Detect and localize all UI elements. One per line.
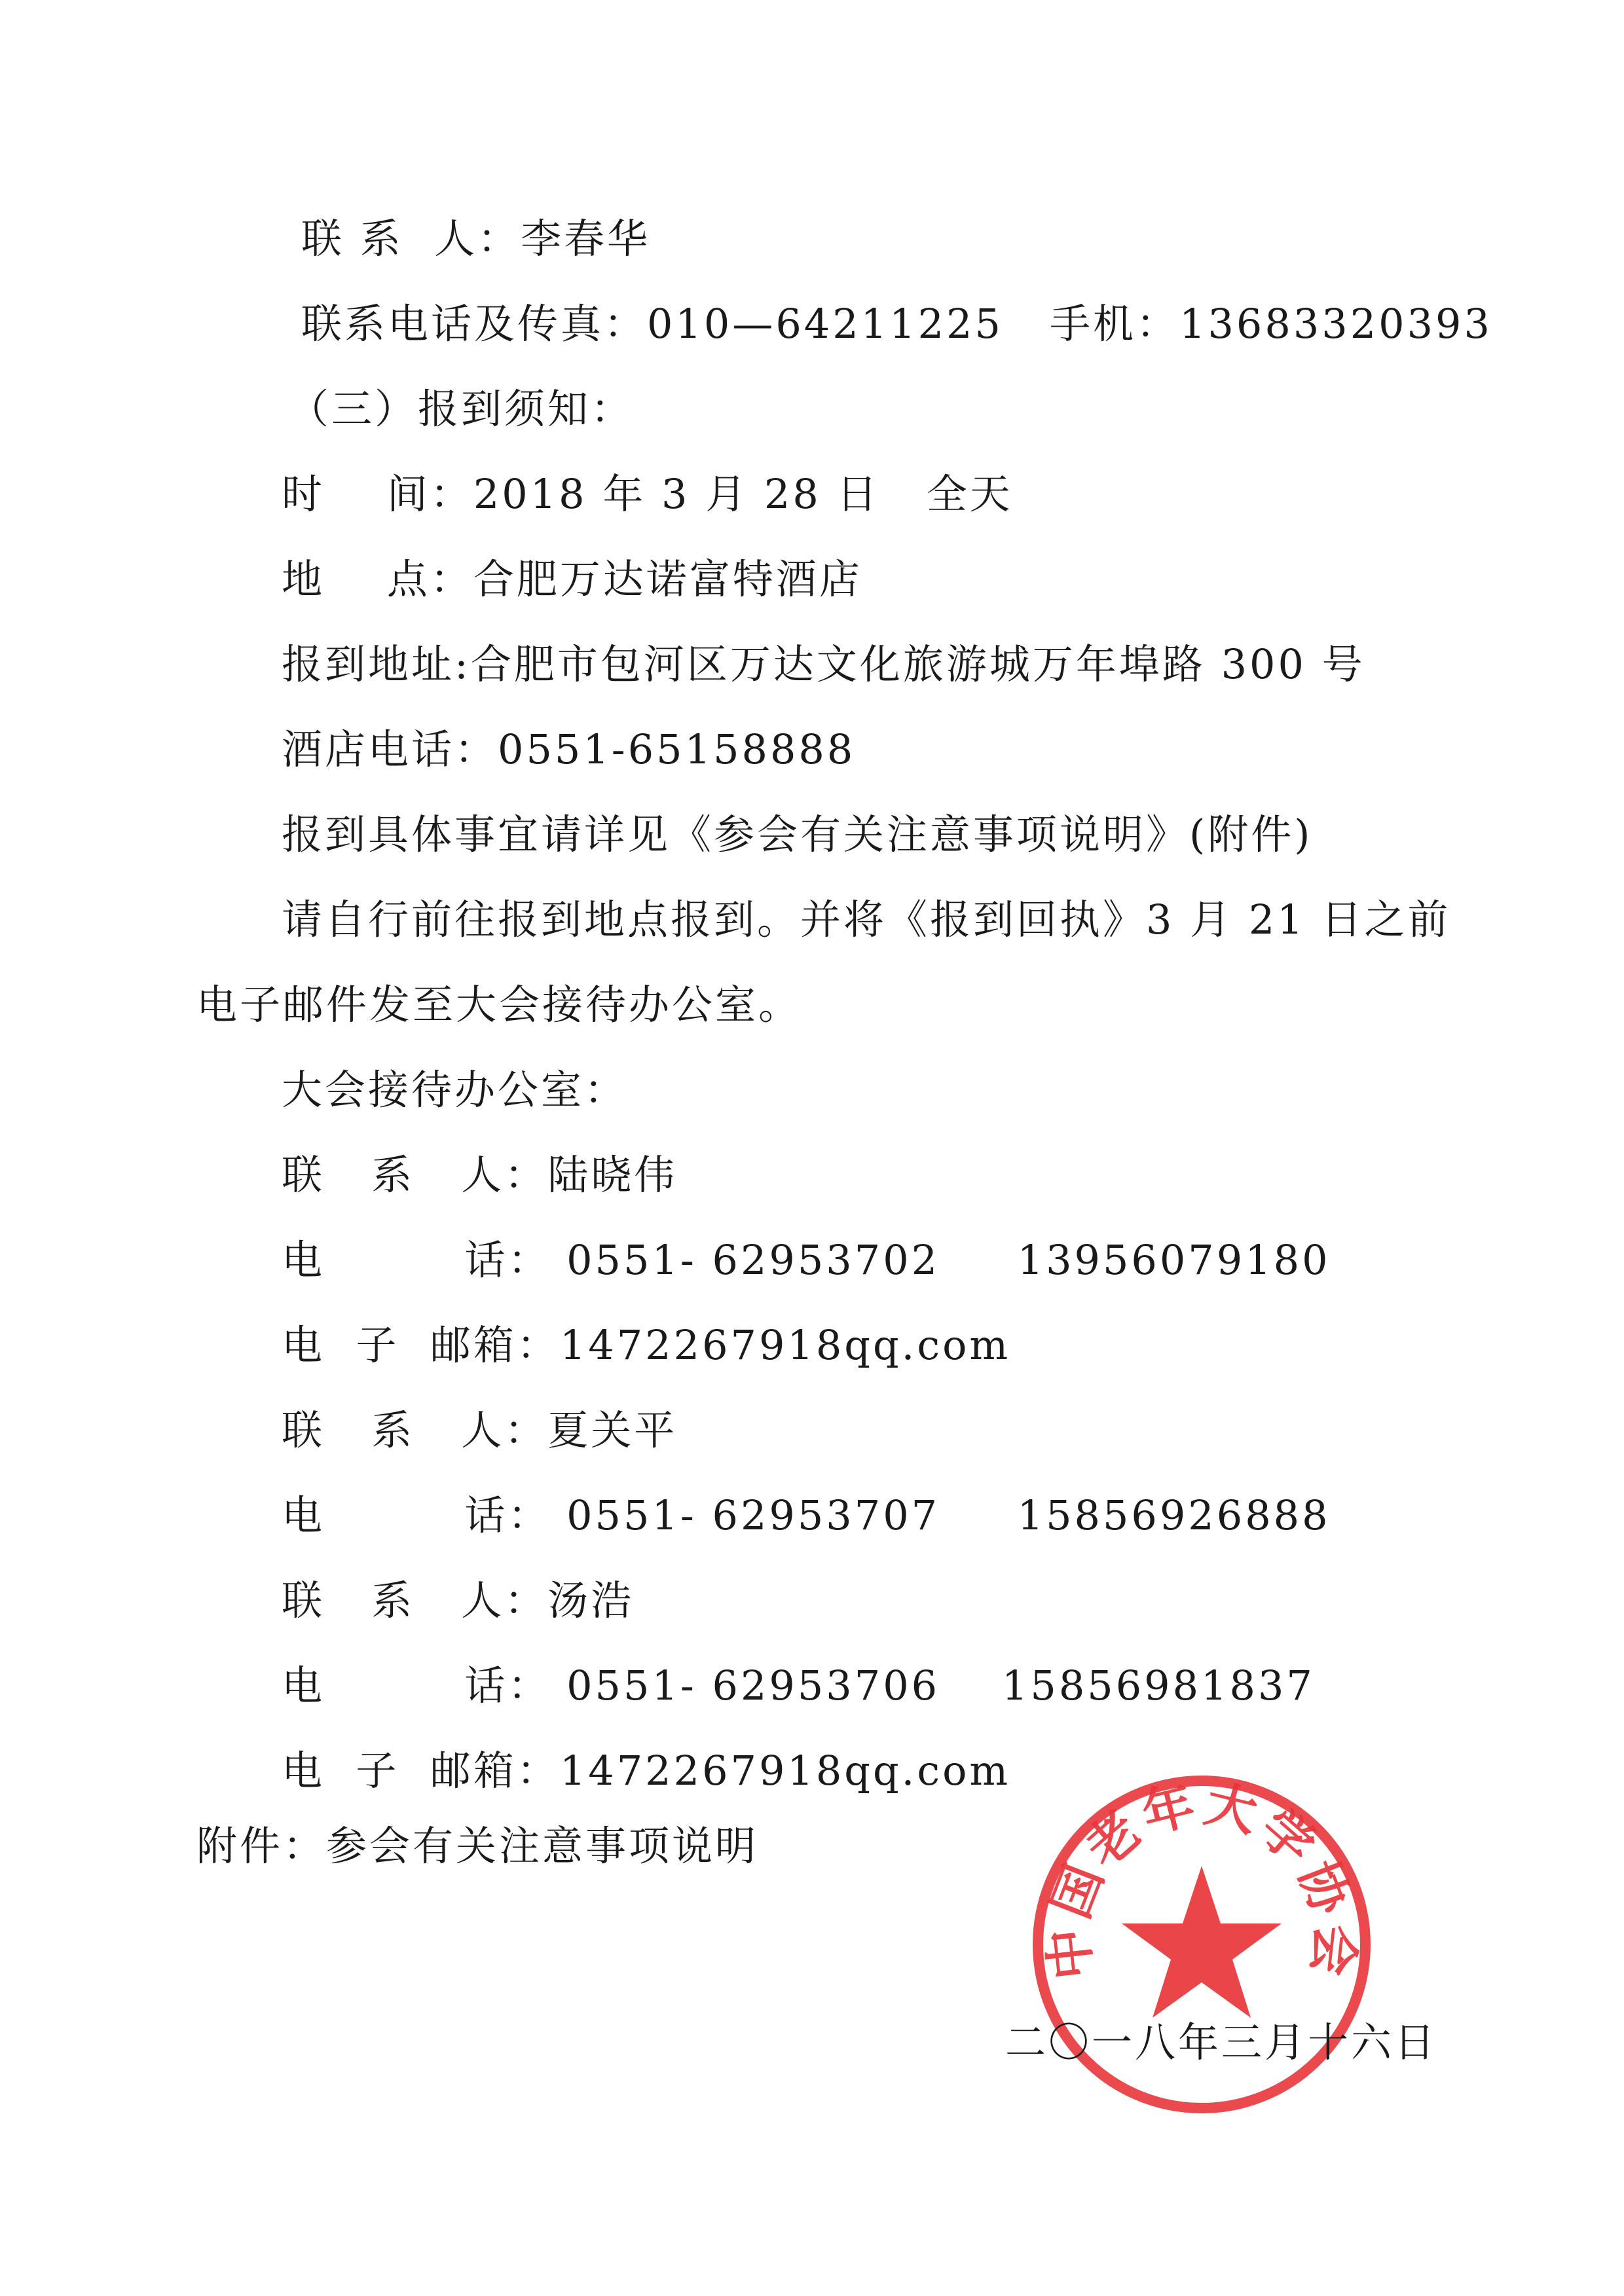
registration-details-line: 报到具体事宜请详见《参会有关注意事项说明》(附件): [282, 811, 1313, 858]
reception-contact-3-phone: 电 话： 0551- 62953706 15856981837: [282, 1662, 1315, 1709]
seal-star-icon: [1122, 1866, 1282, 2018]
registration-address-line: 报到地址:合肥市包河区万达文化旅游城万年埠路 300 号: [282, 640, 1365, 688]
registration-notice-heading: （三）报到须知：: [288, 385, 635, 433]
registration-instruction-line-1: 请自行前往报到地点报到。并将《报到回执》3 月 21 日之前: [282, 896, 1451, 943]
document-date: 二〇一八年三月十六日: [1005, 2018, 1438, 2066]
reception-contact-2-name: 联 系 人：夏关平: [282, 1406, 678, 1454]
contact-person-line: 联 系 人：李春华: [301, 215, 651, 263]
reception-contact-2-phone: 电 话： 0551- 62953707 15856926888: [282, 1491, 1331, 1539]
registration-instruction-line-2: 电子邮件发至大会接待办公室。: [196, 981, 802, 1029]
registration-place-line: 地 点：合肥万达诺富特酒店: [282, 555, 862, 603]
reception-contact-3-name: 联 系 人：汤浩: [282, 1576, 635, 1624]
reception-email-2: 电 子 邮箱：1472267918qq.com: [282, 1747, 1011, 1795]
contact-phone-fax-line: 联系电话及传真：010—64211225 手机：13683320393: [301, 300, 1492, 348]
svg-text:中国老年大学协会: 中国老年大学协会: [1037, 1774, 1366, 1983]
reception-contact-1-phone: 电 话： 0551- 62953702 13956079180: [282, 1236, 1331, 1284]
attachment-line: 附件：参会有关注意事项说明: [196, 1822, 759, 1870]
registration-time-line: 时 间：2018 年 3 月 28 日 全天: [282, 470, 1013, 518]
hotel-phone-line: 酒店电话：0551-65158888: [282, 725, 856, 773]
reception-contact-1-name: 联 系 人：陆晓伟: [282, 1151, 678, 1199]
reception-email-1: 电 子 邮箱：1472267918qq.com: [282, 1321, 1011, 1369]
reception-office-heading: 大会接待办公室：: [282, 1066, 628, 1114]
